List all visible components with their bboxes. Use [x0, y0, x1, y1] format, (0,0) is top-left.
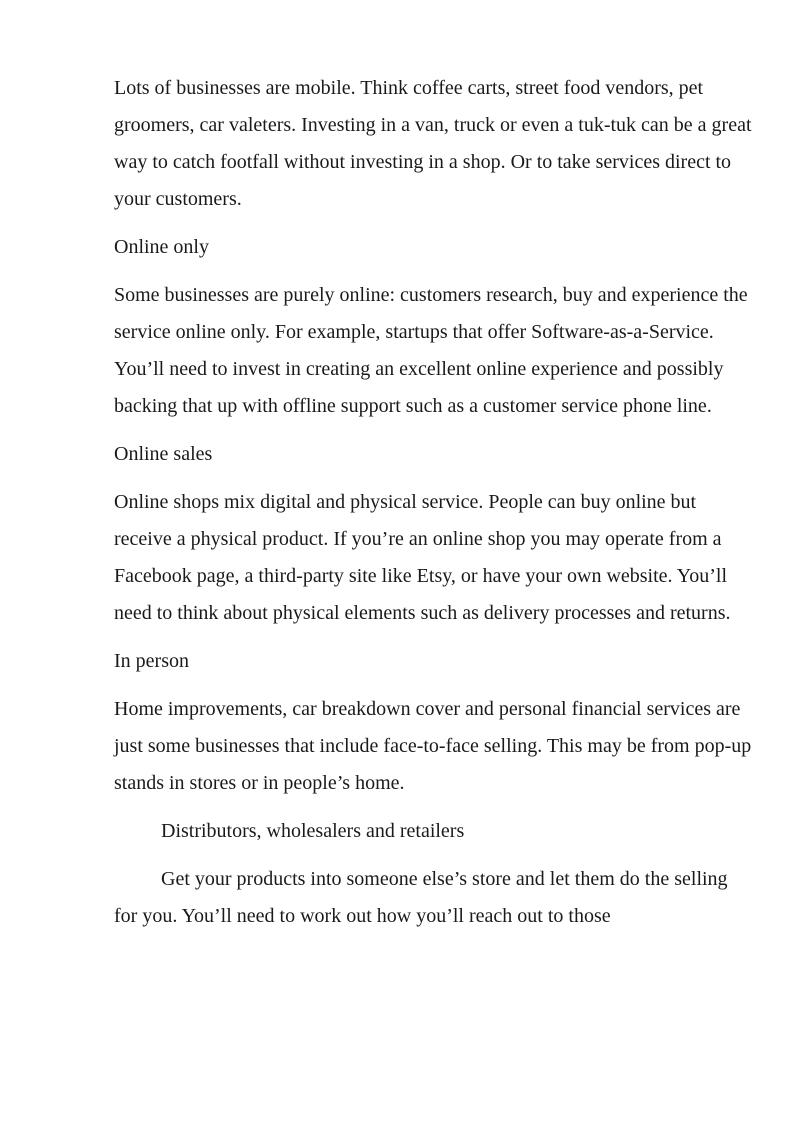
document-body	[114, 70, 754, 946]
heading-in-person: In person	[114, 650, 189, 672]
paragraph-distributors: Get your products into someone else’s store and let them do the selling for you. You’ll need to work out how you’ll reach out to those	[114, 868, 728, 927]
paragraph-mobile-businesses: Lots of businesses are mobile. Think coffee carts, street food vendors, pet groomers, car valeters. Investing in a van, truck or even a tuk-tuk can be a great way to catch footfall without investing in a shop. Or to take services direct to your customers.	[114, 77, 752, 210]
paragraph-in-person: Home improvements, car breakdown cover and personal financial services are just some businesses that include face-to-face selling. This may be from pop-up stands in stores or in people’s home.	[114, 698, 752, 794]
paragraph-online-sales: Online shops mix digital and physical service. People can buy online but receive a physical product. If you’re an online shop you may operate from a Facebook page, a third-party site like Etsy, or have your own website. You’ll need to think about physical elements such as delivery processes and returns.	[114, 491, 731, 624]
paragraph-online-only: Some businesses are purely online: customers research, buy and experience the service online only. For example, startups that offer Software-as-a-Service. You’ll need to invest in creating an excellent online experience and possibly backing that up with offline support such as a customer service phone line.	[114, 284, 748, 417]
heading-online-sales: Online sales	[114, 443, 213, 465]
heading-distributors: Distributors, wholesalers and retailers	[161, 820, 465, 842]
heading-online-only: Online only	[114, 236, 209, 258]
